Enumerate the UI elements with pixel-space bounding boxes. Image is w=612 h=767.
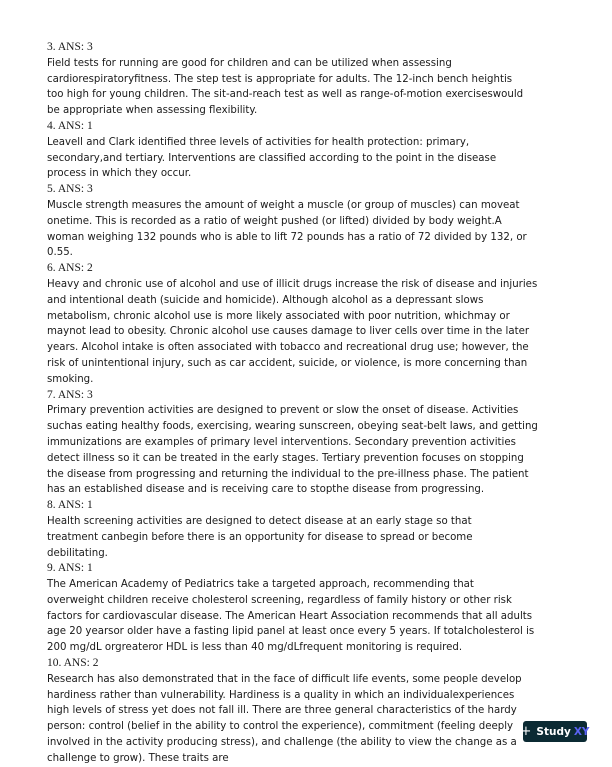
brand-accent: XY	[573, 725, 590, 738]
rationale-line: detect illness so it can be treated in the early stages. Tertiary prevention focuses on stopping	[47, 452, 524, 464]
answer-number: 8. ANS: 1	[47, 499, 93, 512]
answer-entry-10	[47, 656, 572, 767]
rationale-line: has an established disease and is receiving care to stopthe disease from progressing.	[47, 484, 485, 496]
rationale-line: years. Alcohol intake is often associated with tobacco and recreational drug use; however, the	[47, 342, 529, 354]
brand-main: Study	[536, 725, 571, 738]
rationale-line: metabolism, chronic alcohol use is more likely associated with poor nutrition, whichmay or	[47, 310, 510, 322]
answer-rationale	[47, 135, 572, 182]
answer-number: 5. ANS: 3	[47, 183, 93, 196]
answer-number: 10. ANS: 2	[47, 657, 99, 670]
rationale-line: Heavy and chronic use of alcohol and use of illicit drugs increase the risk of disease and injuries	[47, 278, 538, 290]
rationale-line: Field tests for running are good for children and can be utilized when assessing	[47, 57, 452, 69]
rationale-line: secondary,and tertiary. Interventions are classified according to the point in the disease	[47, 152, 497, 164]
answer-entry-6	[47, 261, 572, 387]
rationale-line: process in which they occur.	[47, 168, 192, 180]
answer-number: 7. ANS: 3	[47, 388, 93, 401]
rationale-line: treatment canbegin before there is an opportunity for disease to spread or become	[47, 531, 473, 543]
answer-number: 6. ANS: 2	[47, 262, 93, 275]
rationale-line: person: control (belief in the ability to control the experience), commitment (feeling deeply	[47, 721, 514, 733]
rationale-line: involved in the activity producing stress), and challenge (the ability to view the change as a	[47, 737, 517, 749]
answer-entry-8	[47, 498, 572, 561]
answer-page	[47, 40, 572, 767]
rationale-line: challenge to grow). These traits are	[47, 752, 229, 764]
rationale-line: Health screening activities are designed to detect disease at an early stage so that	[47, 515, 472, 527]
rationale-line: debilitating.	[47, 547, 108, 559]
rationale-line: overweight children receive cholesterol screening, regardless of family history or other risk	[47, 594, 512, 606]
rationale-line: the disease from progressing and returning the individual to the pre-illness phase. The patient	[47, 468, 529, 480]
rationale-line: onetime. This is recorded as a ratio of weight pushed (or lifted) divided by body weight.A	[47, 215, 502, 227]
answer-entry-9	[47, 561, 572, 656]
answer-rationale	[47, 56, 572, 119]
plus-icon: +	[520, 724, 532, 739]
rationale-line: Muscle strength measures the amount of weight a muscle (or group of muscles) can moveat	[47, 199, 520, 211]
rationale-line: hardiness rather than vulnerability. Hardiness is a quality in which an individualexperiences	[47, 689, 515, 701]
answer-rationale	[47, 403, 572, 498]
rationale-line: Research has also demonstrated that in the face of difficult life events, some people develop	[47, 673, 522, 685]
answer-rationale	[47, 198, 572, 261]
answer-number: 4. ANS: 1	[47, 119, 93, 132]
answer-entry-7	[47, 388, 572, 499]
rationale-line: woman weighing 132 pounds who is able to lift 72 pounds has a ratio of 72 divided by 132, or	[47, 231, 527, 243]
rationale-line: smoking.	[47, 373, 94, 385]
rationale-line: high levels of stress yet does not fall ill. There are three general characteristics of the hardy	[47, 705, 517, 717]
answer-rationale	[47, 577, 572, 656]
answer-number: 3. ANS: 3	[47, 41, 93, 53]
answer-entry-5	[47, 182, 572, 261]
rationale-line: risk of unintentional injury, such as car accident, suicide, or violence, is more concerning than	[47, 357, 528, 369]
answer-rationale	[47, 672, 572, 767]
rationale-line: too high for young children. The sit-and-reach test as well as range-of-motion exerciseswould	[47, 89, 524, 101]
rationale-line: Leavell and Clark identified three levels of activities for health protection: primary,	[47, 136, 470, 148]
rationale-line: and intentional death (suicide and homicide). Although alcohol as a depressant slows	[47, 294, 484, 306]
rationale-line: 200 mg/dL orgreateror HDL is less than 40 mg/dLfrequent monitoring is required.	[47, 642, 463, 654]
rationale-line: factors for cardiovascular disease. The American Heart Association recommends that all adults	[47, 610, 533, 622]
rationale-line: age 20 yearsor older have a fasting lipid panel at least once every 5 years. If totalcholesterol is	[47, 626, 535, 638]
answer-entry-4	[47, 119, 572, 182]
rationale-line: be appropriate when assessing flexibility.	[47, 105, 258, 117]
answer-rationale	[47, 514, 572, 561]
rationale-line: maynot lead to obesity. Chronic alcohol use causes damage to liver cells over time in the later	[47, 326, 530, 338]
rationale-line: Primary prevention activities are designed to prevent or slow the onset of disease. Activities	[47, 405, 519, 417]
studyxy-badge[interactable]	[520, 721, 590, 742]
answer-number: 9. ANS: 1	[47, 562, 93, 575]
rationale-line: suchas eating healthy foods, exercising, wearing sunscreen, obeying seat-belt laws, and getting	[47, 421, 538, 433]
rationale-line: The American Academy of Pediatrics take a targeted approach, recommending that	[47, 579, 474, 591]
rationale-line: immunizations are examples of primary level interventions. Secondary prevention activities	[47, 436, 516, 448]
rationale-line: 0.55.	[47, 247, 73, 259]
rationale-line: cardiorespiratoryfitness. The step test is appropriate for adults. The 12-inch bench heightis	[47, 73, 513, 85]
answer-rationale	[47, 277, 572, 388]
answer-entry-3	[47, 40, 572, 119]
